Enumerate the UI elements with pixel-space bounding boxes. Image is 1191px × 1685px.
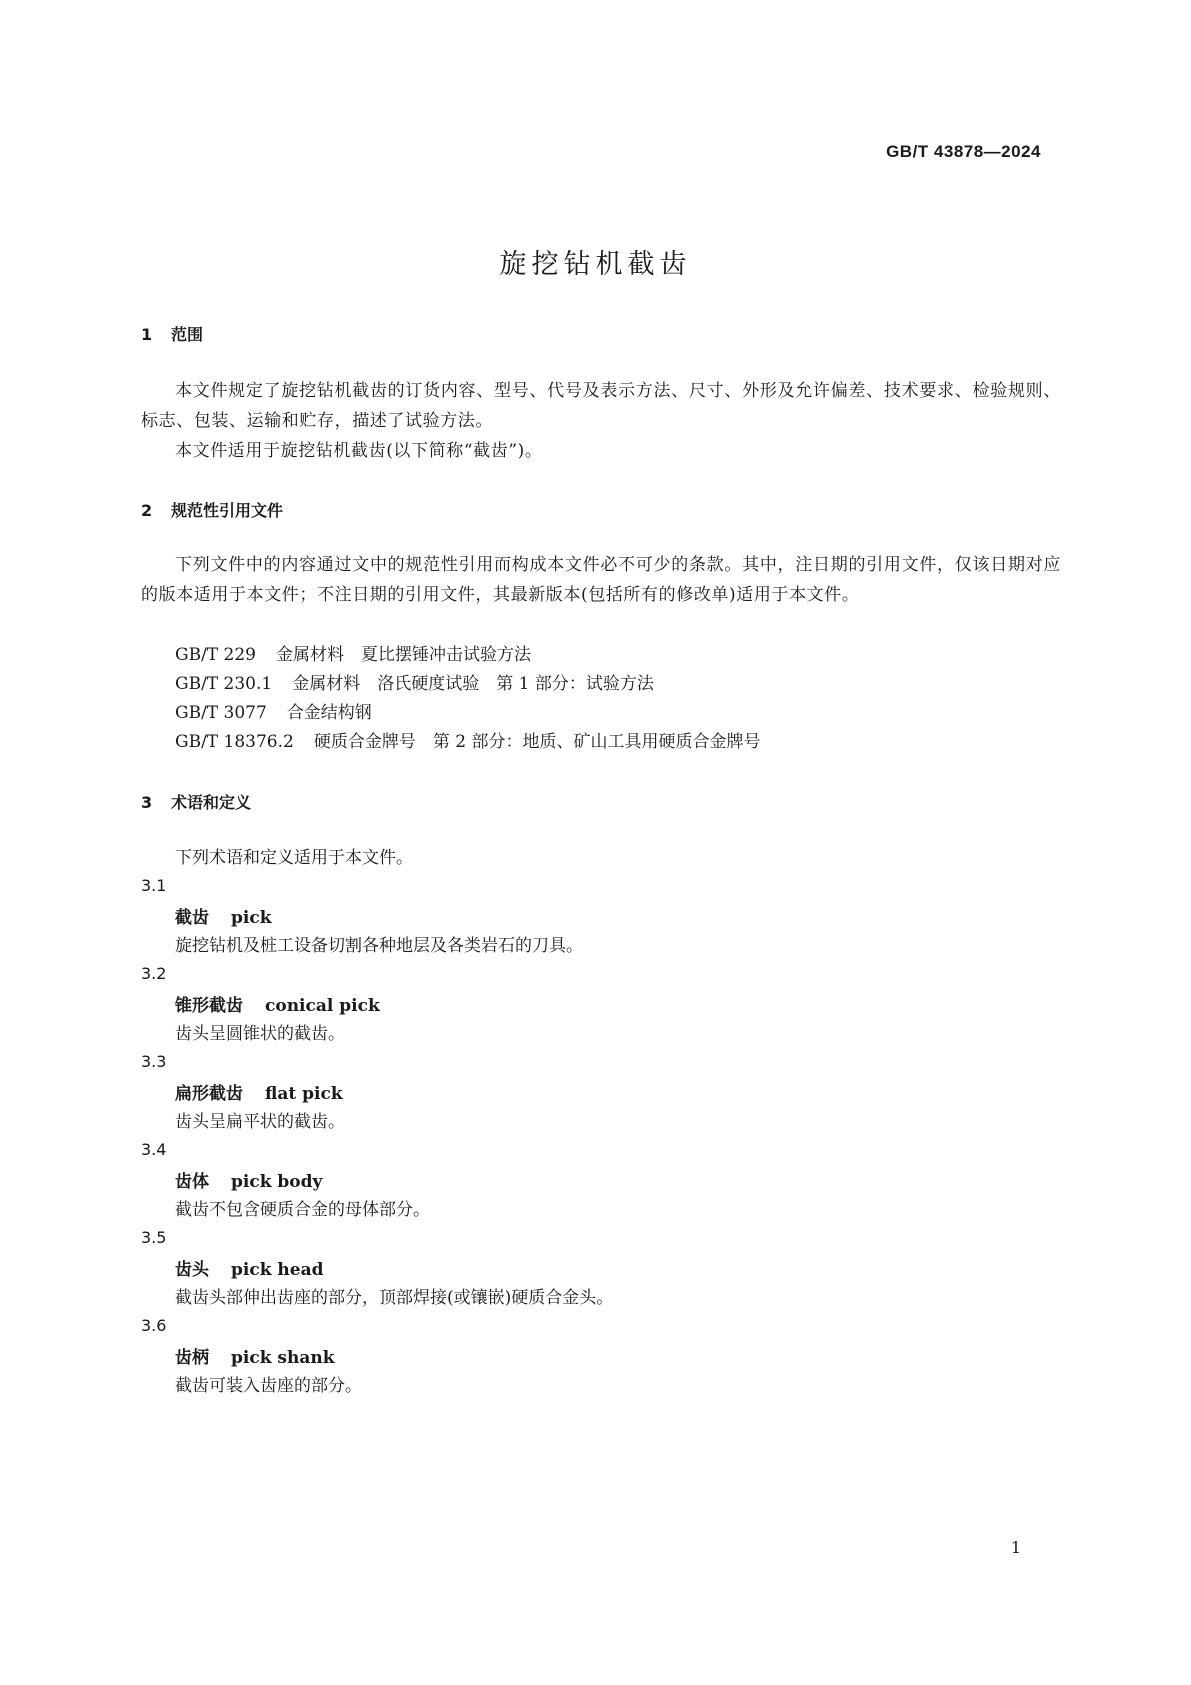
document-title: 旋挖钻机截齿 bbox=[499, 249, 692, 280]
term-definition: 齿头呈圆锥状的截齿。 bbox=[175, 1024, 345, 1044]
reference-code: GB/T 229 bbox=[175, 645, 256, 665]
reference-title: 合金结构钢 bbox=[286, 703, 372, 723]
term-heading bbox=[175, 1255, 323, 1280]
term-definition: 旋挖钻机及桩工设备切割各种地层及各类岩石的刀具。 bbox=[175, 936, 583, 956]
term-en: pick body bbox=[231, 1172, 323, 1192]
term-heading bbox=[175, 1167, 322, 1192]
term-en: conical pick bbox=[265, 996, 380, 1016]
section-2-heading bbox=[141, 498, 283, 521]
term-definition: 截齿头部伸出齿座的部分，顶部焊接(或镶嵌)硬质合金头。 bbox=[175, 1288, 614, 1308]
reference-title: 硬质合金牌号 第 2 部分：地质、矿山工具用硬质合金牌号 bbox=[313, 732, 761, 752]
section-3-heading bbox=[141, 790, 251, 813]
reference-item bbox=[175, 698, 372, 728]
reference-code: GB/T 18376.2 bbox=[175, 732, 294, 752]
reference-title: 金属材料 夏比摆锤冲击试验方法 bbox=[276, 645, 531, 665]
term-definition: 截齿不包含硬质合金的母体部分。 bbox=[175, 1200, 430, 1220]
term-number: 3.4 bbox=[141, 1140, 167, 1159]
term-heading bbox=[175, 1079, 343, 1104]
term-heading bbox=[175, 991, 380, 1016]
term-number: 3.6 bbox=[141, 1316, 167, 1335]
section-number: 2 bbox=[141, 501, 153, 520]
section-1-heading bbox=[141, 322, 203, 345]
section-title: 规范性引用文件 bbox=[171, 501, 284, 520]
section-2-paragraph: 下列文件中的内容通过文中的规范性引用而构成本文件必不可少的条款。其中，注日期的引用文件，仅该日期对应的版本适用于本文件；不注日期的引用文件，其最新版本(包括所有的修改单)适用于本文件。 bbox=[141, 555, 1061, 605]
section-1-paragraph-2: 本文件适用于旋挖钻机截齿(以下简称“截齿”)。 bbox=[175, 441, 543, 461]
term-definition: 齿头呈扁平状的截齿。 bbox=[175, 1112, 345, 1132]
section-title: 术语和定义 bbox=[171, 793, 252, 812]
section-number: 1 bbox=[141, 325, 153, 344]
term-definition: 截齿可装入齿座的部分。 bbox=[175, 1376, 362, 1396]
reference-item bbox=[175, 669, 654, 699]
term-zh: 齿体 bbox=[175, 1172, 209, 1192]
term-number: 3.3 bbox=[141, 1052, 167, 1071]
reference-title: 金属材料 洛氏硬度试验 第 1 部分：试验方法 bbox=[292, 674, 654, 694]
term-zh: 截齿 bbox=[175, 908, 209, 928]
term-number: 3.5 bbox=[141, 1228, 167, 1247]
term-zh: 扁形截齿 bbox=[175, 1084, 243, 1104]
document-number: GB/T 43878—2024 bbox=[886, 142, 1041, 161]
reference-code: GB/T 230.1 bbox=[175, 674, 273, 694]
term-heading bbox=[175, 1343, 334, 1368]
term-number: 3.1 bbox=[141, 876, 167, 895]
reference-item bbox=[175, 727, 760, 757]
reference-code: GB/T 3077 bbox=[175, 703, 267, 723]
section-number: 3 bbox=[141, 793, 153, 812]
term-en: pick shank bbox=[231, 1348, 335, 1368]
term-zh: 齿柄 bbox=[175, 1348, 209, 1368]
reference-item bbox=[175, 640, 531, 670]
term-zh: 锥形截齿 bbox=[175, 996, 243, 1016]
section-3-intro: 下列术语和定义适用于本文件。 bbox=[175, 848, 413, 868]
section-1-paragraph-1: 本文件规定了旋挖钻机截齿的订货内容、型号、代号及表示方法、尺寸、外形及允许偏差、技术要求、检验规则、标志、包装、运输和贮存，描述了试验方法。 bbox=[141, 381, 1061, 431]
term-zh: 齿头 bbox=[175, 1260, 209, 1280]
term-number: 3.2 bbox=[141, 964, 167, 983]
term-heading bbox=[175, 903, 271, 928]
section-title: 范围 bbox=[171, 325, 204, 344]
page-number: 1 bbox=[1010, 1538, 1021, 1557]
term-en: pick head bbox=[231, 1260, 324, 1280]
term-en: flat pick bbox=[265, 1084, 343, 1104]
term-en: pick bbox=[231, 908, 272, 928]
